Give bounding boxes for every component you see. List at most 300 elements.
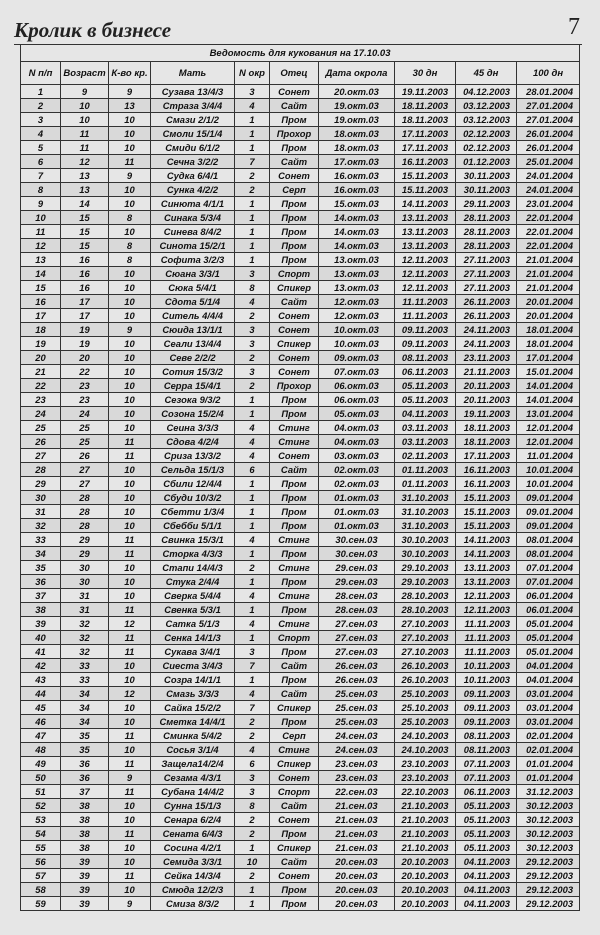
cell-mother: Смази 2/1/2 [151,113,235,127]
cell-45-days: 28.11.2003 [456,211,517,225]
cell-litter-number: 1 [235,211,270,225]
cell-30-days: 06.11.2003 [395,365,456,379]
cell-count: 10 [109,407,151,421]
cell-100-days: 24.01.2004 [517,183,580,197]
cell-count: 10 [109,561,151,575]
cell-100-days: 04.01.2004 [517,659,580,673]
cell-45-days: 01.12.2003 [456,155,517,169]
cell-father: Сайт [270,687,319,701]
cell-mother: Сторка 4/3/3 [151,547,235,561]
cell-mother: Синака 5/3/4 [151,211,235,225]
cell-100-days: 22.01.2004 [517,239,580,253]
cell-father: Пром [270,897,319,911]
cell-birth-date: 27.сен.03 [319,645,395,659]
cell-father: Спикер [270,701,319,715]
cell-100-days: 06.01.2004 [517,589,580,603]
cell-45-days: 09.11.2003 [456,701,517,715]
cell-30-days: 30.10.2003 [395,547,456,561]
cell-30-days: 21.10.2003 [395,827,456,841]
cell-30-days: 03.11.2003 [395,421,456,435]
cell-father: Спикер [270,757,319,771]
page-number: 7 [568,14,580,40]
cell-age: 31 [61,603,109,617]
cell-mother: Сметка 14/4/1 [151,715,235,729]
cell-45-days: 24.11.2003 [456,323,517,337]
table-row [21,547,580,561]
cell-45-days: 13.11.2003 [456,575,517,589]
cell-30-days: 25.10.2003 [395,715,456,729]
cell-100-days: 09.01.2004 [517,519,580,533]
cell-count: 11 [109,155,151,169]
cell-100-days: 05.01.2004 [517,617,580,631]
cell-father: Сонет [270,449,319,463]
cell-30-days: 23.10.2003 [395,771,456,785]
cell-age: 27 [61,477,109,491]
cell-100-days: 01.01.2004 [517,771,580,785]
cell-45-days: 30.11.2003 [456,183,517,197]
table-row [21,323,580,337]
cell-birth-date: 21.сен.03 [319,827,395,841]
cell-litter-number: 2 [235,869,270,883]
cell-father: Спорт [270,785,319,799]
cell-litter-number: 1 [235,127,270,141]
cell-birth-date: 04.окт.03 [319,421,395,435]
cell-count: 8 [109,211,151,225]
cell-count: 12 [109,687,151,701]
cell-father: Пром [270,141,319,155]
cell-45-days: 08.11.2003 [456,729,517,743]
cell-mother: Созона 15/2/4 [151,407,235,421]
cell-100-days: 03.01.2004 [517,701,580,715]
cell-100-days: 20.01.2004 [517,309,580,323]
cell-birth-date: 22.сен.03 [319,785,395,799]
cell-number: 5 [21,141,61,155]
cell-mother: Сеали 13/4/4 [151,337,235,351]
cell-litter-number: 1 [235,141,270,155]
cell-100-days: 12.01.2004 [517,421,580,435]
cell-mother: Сюана 3/3/1 [151,267,235,281]
cell-45-days: 28.11.2003 [456,239,517,253]
cell-number: 59 [21,897,61,911]
cell-litter-number: 2 [235,183,270,197]
cell-count: 10 [109,379,151,393]
cell-age: 16 [61,253,109,267]
cell-number: 4 [21,127,61,141]
cell-45-days: 18.11.2003 [456,421,517,435]
cell-birth-date: 21.сен.03 [319,813,395,827]
cell-45-days: 02.12.2003 [456,127,517,141]
cell-100-days: 14.01.2004 [517,379,580,393]
cell-100-days: 22.01.2004 [517,225,580,239]
cell-count: 10 [109,855,151,869]
table-row [21,771,580,785]
table-row [21,617,580,631]
cell-age: 20 [61,351,109,365]
cell-count: 11 [109,729,151,743]
cell-count: 10 [109,127,151,141]
cell-30-days: 30.10.2003 [395,533,456,547]
cell-number: 54 [21,827,61,841]
table-row [21,379,580,393]
cell-30-days: 15.11.2003 [395,169,456,183]
cell-father: Сайт [270,855,319,869]
table-row [21,85,580,99]
page-header [14,12,582,46]
cell-45-days: 14.11.2003 [456,533,517,547]
cell-100-days: 18.01.2004 [517,323,580,337]
cell-30-days: 27.10.2003 [395,617,456,631]
header-cell-birth-date: Дата окрола [319,62,395,85]
cell-45-days: 27.11.2003 [456,267,517,281]
header-cell-litter-number: N окр [235,62,270,85]
cell-mother: Сбили 12/4/4 [151,477,235,491]
cell-100-days: 02.01.2004 [517,729,580,743]
cell-birth-date: 20.сен.03 [319,869,395,883]
cell-number: 14 [21,267,61,281]
cell-30-days: 21.10.2003 [395,841,456,855]
cell-45-days: 04.11.2003 [456,883,517,897]
cell-father: Сонет [270,771,319,785]
cell-count: 10 [109,477,151,491]
table-row [21,715,580,729]
cell-birth-date: 10.окт.03 [319,323,395,337]
cell-father: Стинг [270,421,319,435]
cell-number: 47 [21,729,61,743]
table-row [21,197,580,211]
header-cell-30-days: 30 дн [395,62,456,85]
cell-age: 15 [61,225,109,239]
cell-birth-date: 27.сен.03 [319,617,395,631]
cell-number: 42 [21,659,61,673]
cell-30-days: 21.10.2003 [395,813,456,827]
cell-count: 10 [109,351,151,365]
cell-mother: Сунка 4/2/2 [151,183,235,197]
cell-age: 13 [61,183,109,197]
table-row [21,267,580,281]
cell-mother: Сейка 14/3/4 [151,869,235,883]
cell-30-days: 20.10.2003 [395,869,456,883]
cell-litter-number: 4 [235,435,270,449]
cell-45-days: 17.11.2003 [456,449,517,463]
cell-age: 29 [61,547,109,561]
cell-number: 23 [21,393,61,407]
cell-count: 11 [109,757,151,771]
cell-mother: Сунна 15/1/3 [151,799,235,813]
cell-number: 52 [21,799,61,813]
cell-count: 10 [109,393,151,407]
cell-father: Сонет [270,365,319,379]
cell-30-days: 04.11.2003 [395,407,456,421]
cell-30-days: 18.11.2003 [395,99,456,113]
cell-litter-number: 4 [235,617,270,631]
cell-birth-date: 13.окт.03 [319,253,395,267]
cell-number: 58 [21,883,61,897]
header-cell-father: Отец [270,62,319,85]
table-row [21,225,580,239]
cell-45-days: 26.11.2003 [456,295,517,309]
cell-30-days: 12.11.2003 [395,253,456,267]
cell-father: Сайт [270,659,319,673]
cell-father: Пром [270,407,319,421]
cell-mother: Страза 3/4/4 [151,99,235,113]
cell-litter-number: 4 [235,687,270,701]
cell-age: 39 [61,897,109,911]
cell-age: 11 [61,141,109,155]
cell-mother: Сатка 5/1/3 [151,617,235,631]
cell-mother: Сюида 13/1/1 [151,323,235,337]
cell-number: 38 [21,603,61,617]
table-row [21,365,580,379]
cell-count: 10 [109,309,151,323]
cell-count: 10 [109,183,151,197]
cell-father: Сонет [270,309,319,323]
cell-45-days: 15.11.2003 [456,519,517,533]
cell-father: Пром [270,645,319,659]
cell-father: Спикер [270,337,319,351]
cell-age: 30 [61,561,109,575]
cell-count: 11 [109,449,151,463]
cell-age: 9 [61,85,109,99]
cell-mother: Смиди 6/1/2 [151,141,235,155]
cell-litter-number: 1 [235,883,270,897]
cell-birth-date: 23.сен.03 [319,771,395,785]
cell-birth-date: 01.окт.03 [319,519,395,533]
cell-mother: Сечна 3/2/2 [151,155,235,169]
table-row [21,421,580,435]
cell-mother: Сдота 5/1/4 [151,295,235,309]
cell-litter-number: 4 [235,421,270,435]
cell-100-days: 09.01.2004 [517,505,580,519]
cell-number: 11 [21,225,61,239]
cell-age: 15 [61,239,109,253]
cell-100-days: 20.01.2004 [517,295,580,309]
cell-age: 28 [61,519,109,533]
cell-30-days: 20.10.2003 [395,883,456,897]
cell-mother: Севе 2/2/2 [151,351,235,365]
cell-30-days: 23.10.2003 [395,757,456,771]
cell-100-days: 03.01.2004 [517,715,580,729]
cell-number: 21 [21,365,61,379]
table-row [21,113,580,127]
header-cell-age: Возраст [61,62,109,85]
cell-45-days: 05.11.2003 [456,799,517,813]
cell-count: 10 [109,267,151,281]
cell-father: Пром [270,491,319,505]
cell-litter-number: 4 [235,99,270,113]
cell-litter-number: 2 [235,379,270,393]
cell-birth-date: 13.окт.03 [319,281,395,295]
cell-birth-date: 04.окт.03 [319,435,395,449]
cell-age: 22 [61,365,109,379]
cell-mother: Сюка 5/4/1 [151,281,235,295]
cell-age: 14 [61,197,109,211]
cell-45-days: 03.12.2003 [456,113,517,127]
cell-number: 2 [21,99,61,113]
cell-number: 41 [21,645,61,659]
cell-count: 10 [109,505,151,519]
cell-father: Пром [270,883,319,897]
cell-mother: Свенка 5/3/1 [151,603,235,617]
cell-30-days: 09.11.2003 [395,337,456,351]
cell-father: Пром [270,225,319,239]
cell-number: 15 [21,281,61,295]
cell-age: 35 [61,729,109,743]
cell-mother: Сотия 15/3/2 [151,365,235,379]
table-row [21,99,580,113]
cell-birth-date: 20.сен.03 [319,855,395,869]
cell-number: 16 [21,295,61,309]
cell-birth-date: 09.окт.03 [319,351,395,365]
cell-30-days: 17.11.2003 [395,127,456,141]
cell-30-days: 11.11.2003 [395,295,456,309]
cell-count: 10 [109,799,151,813]
cell-30-days: 16.11.2003 [395,155,456,169]
table-row [21,295,580,309]
cell-45-days: 20.11.2003 [456,393,517,407]
cell-birth-date: 29.сен.03 [319,561,395,575]
cell-father: Стинг [270,743,319,757]
cell-45-days: 15.11.2003 [456,505,517,519]
cell-30-days: 26.10.2003 [395,659,456,673]
cell-mother: Софита 3/2/3 [151,253,235,267]
cell-father: Спикер [270,281,319,295]
cell-100-days: 05.01.2004 [517,645,580,659]
cell-number: 40 [21,631,61,645]
cell-100-days: 26.01.2004 [517,127,580,141]
cell-litter-number: 4 [235,295,270,309]
cell-30-days: 25.10.2003 [395,687,456,701]
cell-birth-date: 25.сен.03 [319,715,395,729]
cell-100-days: 01.01.2004 [517,757,580,771]
cell-100-days: 08.01.2004 [517,547,580,561]
cell-age: 35 [61,743,109,757]
cell-litter-number: 4 [235,743,270,757]
cell-45-days: 05.11.2003 [456,841,517,855]
table-row [21,155,580,169]
cell-litter-number: 2 [235,169,270,183]
cell-number: 57 [21,869,61,883]
cell-number: 3 [21,113,61,127]
cell-45-days: 04.11.2003 [456,897,517,911]
cell-father: Пром [270,603,319,617]
cell-number: 7 [21,169,61,183]
cell-number: 8 [21,183,61,197]
cell-number: 9 [21,197,61,211]
cell-litter-number: 1 [235,197,270,211]
cell-father: Стинг [270,617,319,631]
cell-count: 10 [109,673,151,687]
cell-count: 10 [109,575,151,589]
cell-number: 20 [21,351,61,365]
cell-45-days: 05.11.2003 [456,827,517,841]
cell-number: 35 [21,561,61,575]
table-row [21,631,580,645]
cell-number: 39 [21,617,61,631]
cell-count: 13 [109,99,151,113]
cell-number: 24 [21,407,61,421]
cell-father: Сонет [270,169,319,183]
cell-litter-number: 7 [235,701,270,715]
cell-birth-date: 14.окт.03 [319,239,395,253]
header-cell-mother: Мать [151,62,235,85]
cell-mother: Сельда 15/1/3 [151,463,235,477]
cell-number: 13 [21,253,61,267]
cell-age: 24 [61,407,109,421]
cell-father: Пром [270,547,319,561]
cell-birth-date: 24.сен.03 [319,729,395,743]
cell-30-days: 12.11.2003 [395,267,456,281]
cell-45-days: 08.11.2003 [456,743,517,757]
cell-100-days: 29.12.2003 [517,897,580,911]
header-cell-number: N п/п [21,62,61,85]
cell-number: 37 [21,589,61,603]
cell-45-days: 13.11.2003 [456,561,517,575]
cell-father: Сонет [270,869,319,883]
cell-litter-number: 8 [235,281,270,295]
cell-count: 10 [109,421,151,435]
cell-100-days: 29.12.2003 [517,869,580,883]
cell-birth-date: 01.окт.03 [319,491,395,505]
cell-count: 11 [109,827,151,841]
cell-father: Спорт [270,267,319,281]
cell-100-days: 27.01.2004 [517,113,580,127]
cell-birth-date: 03.окт.03 [319,449,395,463]
cell-count: 10 [109,813,151,827]
cell-father: Прохор [270,379,319,393]
cell-birth-date: 16.окт.03 [319,169,395,183]
cell-45-days: 09.11.2003 [456,687,517,701]
cell-30-days: 28.10.2003 [395,589,456,603]
cell-father: Пром [270,827,319,841]
cell-age: 33 [61,673,109,687]
cell-mother: Смиза 8/3/2 [151,897,235,911]
cell-litter-number: 1 [235,253,270,267]
cell-father: Пром [270,505,319,519]
cell-100-days: 04.01.2004 [517,673,580,687]
cell-30-days: 20.10.2003 [395,855,456,869]
cell-mother: Семида 3/3/1 [151,855,235,869]
cell-100-days: 25.01.2004 [517,155,580,169]
cell-30-days: 27.10.2003 [395,631,456,645]
cell-count: 10 [109,701,151,715]
cell-age: 34 [61,687,109,701]
cell-birth-date: 02.окт.03 [319,477,395,491]
cell-birth-date: 14.окт.03 [319,211,395,225]
cell-mother: Сдова 4/2/4 [151,435,235,449]
cell-number: 36 [21,575,61,589]
cell-father: Серп [270,183,319,197]
cell-count: 10 [109,113,151,127]
table-row [21,841,580,855]
cell-number: 26 [21,435,61,449]
cell-count: 10 [109,659,151,673]
cell-age: 27 [61,463,109,477]
cell-45-days: 07.11.2003 [456,757,517,771]
cell-age: 34 [61,701,109,715]
cell-30-days: 17.11.2003 [395,141,456,155]
cell-litter-number: 1 [235,897,270,911]
cell-count: 10 [109,197,151,211]
cell-mother: Стапи 14/4/3 [151,561,235,575]
cell-mother: Стука 2/4/4 [151,575,235,589]
cell-45-days: 14.11.2003 [456,547,517,561]
cell-age: 17 [61,309,109,323]
cell-mother: Свинка 15/3/1 [151,533,235,547]
cell-100-days: 31.12.2003 [517,785,580,799]
table-row [21,603,580,617]
cell-age: 29 [61,533,109,547]
cell-litter-number: 1 [235,113,270,127]
